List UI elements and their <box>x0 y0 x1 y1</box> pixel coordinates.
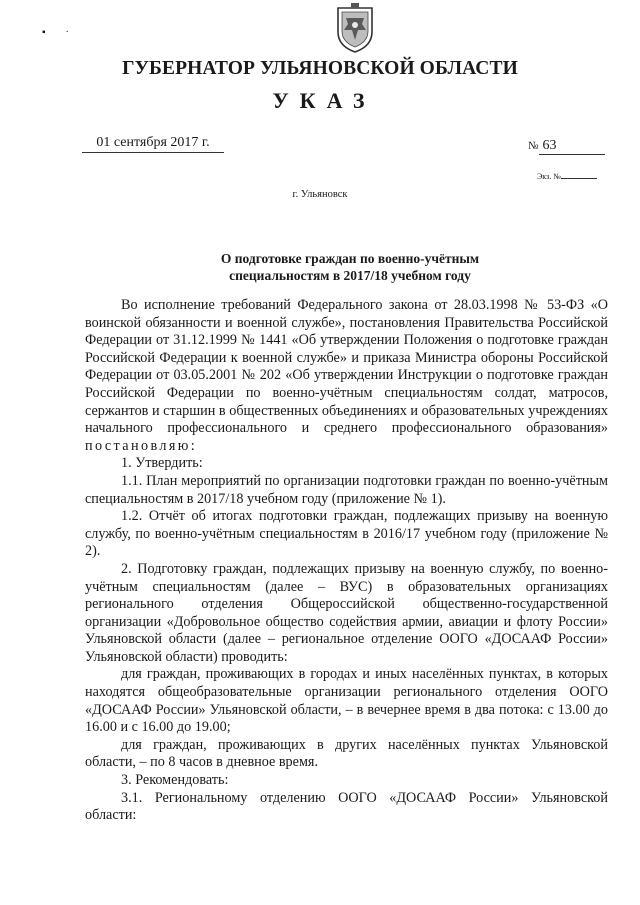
decree-date: 01 сентября 2017 г. <box>82 135 224 153</box>
copy-blank-line <box>561 178 597 179</box>
heading-line-1: О подготовке граждан по военно-учётным <box>220 251 480 266</box>
paragraph-1-2: 1.2. Отчёт об итогах подготовки граждан, подлежащих призыву на военную службу, по военно-учётным специальностям в 2016/17 учебном году (приложение № 2). <box>85 508 608 560</box>
decree-heading <box>140 250 560 284</box>
copy-number <box>537 172 597 181</box>
paragraph-1-1: 1.1. План мероприятий по организации подготовки граждан по военно-учётным специальностям в 2017/18 учебном году (приложение № 1). <box>85 472 608 507</box>
decree-number <box>528 138 605 155</box>
city: г. Ульяновск <box>292 189 348 200</box>
decree-word: постановляю: <box>85 437 198 454</box>
decree-body <box>85 297 608 825</box>
heading-line-2: специальностям в 2017/18 учебном году <box>229 268 471 283</box>
coat-of-arms-icon <box>332 2 378 54</box>
paragraph-3-1: 3.1. Региональному отделению ООГО «ДОСААФ России» Ульяновской области: <box>85 789 608 824</box>
number-prefix: № <box>528 140 539 152</box>
paragraph-2: 2. Подготовку граждан, подлежащих призыву на военную службу, по военно-учётным специальностям (далее – ВУС) в образовательных организациях регионального отделения Общероссийской общественно-государственной организации «Добровольное общество содействия армии, авиации и флоту России» Ульяновской области (далее – региональное отделение ООГО «ДОСААФ России» Ульяновской области) проводить: <box>85 560 608 665</box>
copy-label: Экз. № <box>537 172 561 181</box>
number-value: 63 <box>539 138 605 155</box>
paragraph-2-b: для граждан, проживающих в других населённых пунктах Ульяновской области, – по 8 часов в дневное время. <box>85 736 608 771</box>
governor-title: ГУБЕРНАТОР УЛЬЯНОВСКОЙ ОБЛАСТИ <box>122 58 518 79</box>
paragraph-1: 1. Утвердить: <box>121 455 203 472</box>
intro-text: Во исполнение требований Федерального закона от 28.03.1998 № 53-ФЗ «О воинской обязанности и военной службе», постановления Правительства Российской Федерации от 31.12.1999 № 1441 «Об утверждении Положения о подготовке граждан Российской Федерации к военной службе» и приказа Министра обороны Российской Федерации от 03.05.2001 № 202 «Об утверждении Инструкции о подготовке граждан Российской Федерации по военно-учётным специальностям солдат, матросов, сержантов и старшин в общественных объединениях и образовательных учреждениях начального профессионального и среднего профессионального образования» <box>85 297 608 437</box>
decree-type: УКАЗ <box>272 88 376 113</box>
paragraph-3: 3. Рекомендовать: <box>121 772 229 789</box>
margin-marks: ▪ · <box>42 27 69 38</box>
intro-paragraph <box>85 297 608 455</box>
paragraph-2-a: для граждан, проживающих в городах и иных населённых пунктах, в которых находятся общеобразовательные организации регионального отделения ООГО «ДОСААФ России» Ульяновской области, – в вечернее время в два потока: с 13.00 до 16.00 и с 16.00 до 19.00; <box>85 666 608 736</box>
